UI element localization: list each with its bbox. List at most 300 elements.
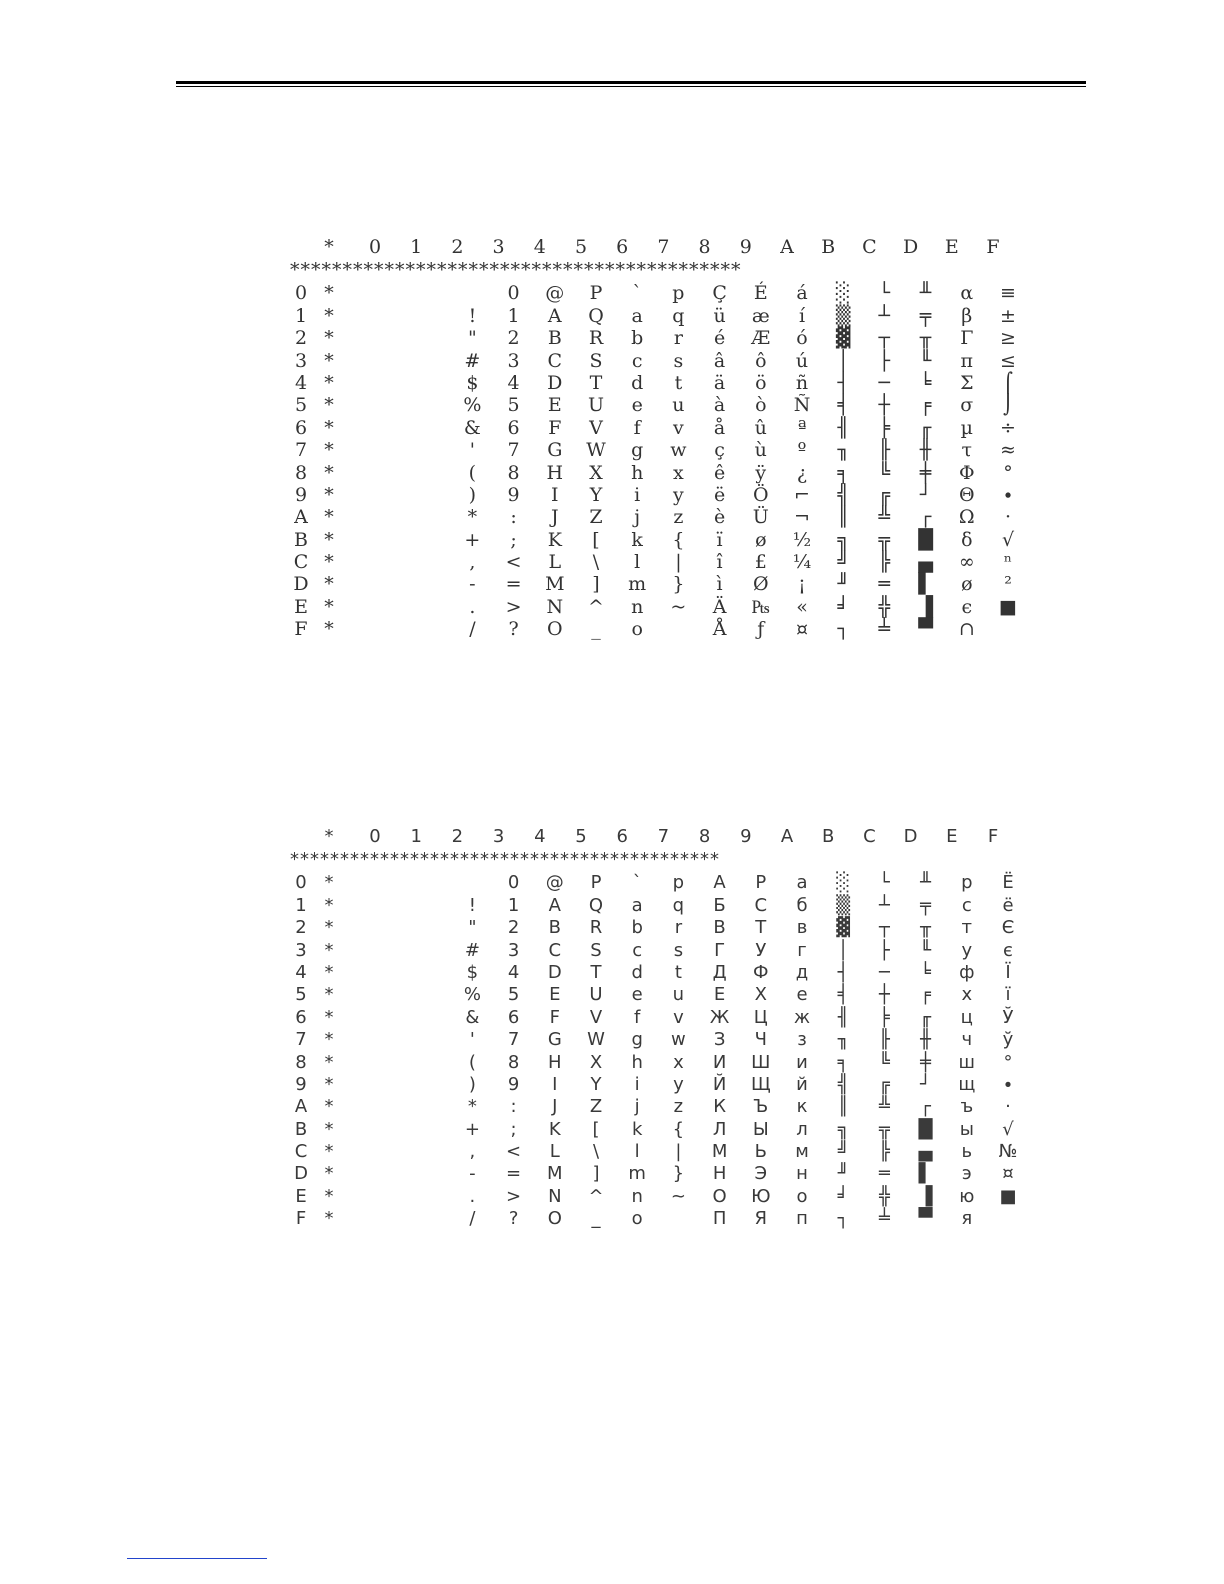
glyph-cell: à bbox=[713, 394, 726, 417]
glyph-cell: Э bbox=[754, 1163, 768, 1185]
glyph-cell: е bbox=[796, 984, 808, 1006]
glyph-cell: М bbox=[711, 1141, 728, 1163]
glyph-cell: √ bbox=[1002, 1118, 1014, 1140]
glyph-cell: ╜ bbox=[837, 1163, 849, 1185]
glyph-cell: Т bbox=[755, 917, 767, 939]
glyph-cell: ¿ bbox=[796, 461, 808, 484]
glyph-cell: т bbox=[961, 917, 973, 939]
row-star: * bbox=[324, 1185, 334, 1207]
glyph-cell: W bbox=[586, 439, 606, 462]
glyph-cell: 3 bbox=[507, 349, 520, 372]
glyph-cell: ⌠ bbox=[1003, 371, 1013, 394]
glyph-cell: y bbox=[673, 483, 684, 506]
glyph-cell: Ü bbox=[752, 506, 769, 529]
glyph-cell: { bbox=[672, 1118, 685, 1140]
row-label: F bbox=[294, 618, 308, 641]
glyph-cell: - bbox=[469, 573, 476, 596]
glyph-cell: ¤ bbox=[1002, 1163, 1014, 1185]
row-star: * bbox=[324, 327, 334, 350]
glyph-cell: Z bbox=[589, 506, 603, 529]
glyph-cell: ° bbox=[1003, 461, 1013, 484]
glyph-cell: A bbox=[548, 894, 561, 916]
glyph-cell: Y bbox=[589, 483, 603, 506]
column-header-7: 7 bbox=[657, 236, 670, 258]
glyph-cell: ░ bbox=[835, 282, 851, 305]
glyph-cell: ж bbox=[793, 1006, 811, 1028]
glyph-cell: T bbox=[589, 371, 603, 394]
table-row bbox=[290, 327, 1016, 350]
row-label: 0 bbox=[295, 872, 307, 894]
row-label: 4 bbox=[295, 961, 307, 983]
glyph-cell: é bbox=[713, 327, 726, 350]
glyph-cell: ╦ bbox=[878, 528, 891, 551]
glyph-cell: Q bbox=[588, 894, 604, 916]
glyph-cell: ^ bbox=[588, 1185, 604, 1207]
column-header-6: 6 bbox=[616, 236, 629, 258]
glyph-cell: â bbox=[713, 349, 726, 372]
column-header-6: 6 bbox=[616, 826, 628, 847]
glyph-cell: а bbox=[796, 872, 808, 894]
column-header-B: B bbox=[821, 236, 836, 258]
row-label: 2 bbox=[295, 917, 307, 939]
glyph-cell: ╛ bbox=[837, 1185, 849, 1207]
glyph-cell: ª bbox=[797, 416, 807, 439]
glyph-cell: } bbox=[672, 573, 685, 596]
glyph-cell: ╡ bbox=[837, 984, 849, 1006]
row-label: 6 bbox=[295, 1006, 307, 1028]
glyph-cell: ≡ bbox=[1000, 282, 1016, 305]
glyph-cell: r bbox=[673, 327, 683, 350]
glyph-cell: # bbox=[464, 939, 480, 961]
glyph-cell: Г bbox=[714, 939, 726, 961]
glyph-cell: = bbox=[506, 1163, 522, 1185]
table-row bbox=[290, 551, 1013, 574]
glyph-cell: o bbox=[631, 1208, 643, 1230]
table-row bbox=[290, 528, 1015, 551]
row-label: 5 bbox=[295, 984, 307, 1006]
glyph-cell: 4 bbox=[507, 961, 520, 983]
glyph-cell: є bbox=[961, 595, 973, 618]
glyph-cell: ` bbox=[632, 282, 642, 305]
glyph-cell: ~ bbox=[670, 1185, 686, 1207]
column-header-5: 5 bbox=[574, 236, 588, 258]
glyph-cell: σ bbox=[960, 394, 974, 417]
glyph-cell: @ bbox=[545, 282, 565, 305]
glyph-cell: ' bbox=[469, 1029, 475, 1051]
glyph-cell: ╖ bbox=[837, 439, 849, 462]
glyph-cell: ⌡ bbox=[1003, 394, 1013, 417]
row-star: * bbox=[324, 618, 334, 641]
glyph-cell: 9 bbox=[507, 483, 520, 506]
glyph-cell: ê bbox=[713, 461, 726, 484]
glyph-cell: ` bbox=[632, 872, 642, 894]
glyph-cell: ) bbox=[468, 483, 477, 506]
glyph-cell: ! bbox=[468, 894, 476, 916]
glyph-cell: ┘ bbox=[919, 483, 932, 506]
glyph-cell: ╜ bbox=[837, 573, 849, 596]
glyph-cell: d bbox=[631, 961, 643, 983]
glyph-cell: Ё bbox=[1002, 872, 1014, 894]
glyph-cell: ç bbox=[714, 439, 725, 462]
glyph-cell: µ bbox=[960, 416, 973, 439]
glyph-cell: С bbox=[754, 894, 768, 916]
column-header-0: 0 bbox=[368, 236, 382, 258]
glyph-cell: ▐ bbox=[918, 595, 933, 618]
glyph-cell: Д bbox=[712, 961, 727, 983]
table-row bbox=[290, 1006, 1014, 1029]
glyph-cell: k bbox=[631, 528, 643, 551]
glyph-cell: d bbox=[631, 371, 644, 394]
glyph-cell: В bbox=[713, 917, 726, 939]
glyph-cell: R bbox=[588, 327, 604, 350]
table-row bbox=[290, 917, 1015, 939]
glyph-cell: ▌ bbox=[918, 573, 933, 596]
row-star: * bbox=[324, 984, 334, 1006]
glyph-cell: ▀ bbox=[918, 1208, 933, 1230]
glyph-cell: 0 bbox=[507, 282, 520, 305]
glyph-cell: ╟ bbox=[878, 439, 891, 462]
table-row bbox=[290, 1185, 1017, 1208]
glyph-cell: Ö bbox=[753, 483, 769, 506]
glyph-cell: ╣ bbox=[837, 1073, 849, 1095]
character-table-pc437 bbox=[290, 236, 1017, 641]
glyph-cell: x bbox=[673, 1051, 684, 1073]
glyph-cell: ; bbox=[510, 528, 517, 551]
glyph-cell: д bbox=[795, 961, 809, 983]
column-header-7: 7 bbox=[657, 826, 670, 847]
glyph-cell: I bbox=[551, 483, 559, 506]
glyph-cell: ( bbox=[468, 1051, 476, 1073]
table-row bbox=[290, 1118, 1014, 1141]
glyph-cell: Z bbox=[589, 1096, 603, 1118]
glyph-cell: / bbox=[469, 618, 476, 641]
glyph-cell: c bbox=[632, 939, 643, 961]
glyph-cell: ╙ bbox=[919, 349, 932, 372]
glyph-cell: К bbox=[713, 1096, 726, 1118]
glyph-cell: ï bbox=[716, 528, 723, 551]
row-label: A bbox=[294, 506, 308, 529]
row-star: * bbox=[324, 551, 334, 574]
row-label: C bbox=[293, 551, 309, 574]
glyph-cell: C bbox=[547, 349, 563, 372]
glyph-cell: ? bbox=[508, 618, 519, 641]
row-star: * bbox=[324, 1118, 334, 1140]
column-header-D: D bbox=[903, 826, 918, 847]
glyph-cell: П bbox=[712, 1208, 727, 1230]
glyph-cell: │ bbox=[837, 939, 849, 961]
glyph-cell: Ф bbox=[753, 961, 769, 983]
glyph-cell: } bbox=[672, 1163, 685, 1185]
glyph-cell: 1 bbox=[507, 304, 520, 327]
glyph-cell: F bbox=[549, 1006, 560, 1028]
glyph-cell: ╕ bbox=[837, 1051, 849, 1073]
glyph-cell: z bbox=[673, 1096, 684, 1118]
row-star: * bbox=[324, 304, 334, 327]
glyph-cell: ∙ bbox=[1003, 483, 1013, 506]
top-rule-thick bbox=[176, 81, 1086, 84]
glyph-cell: ї bbox=[1005, 984, 1011, 1006]
glyph-cell: p bbox=[672, 872, 685, 894]
glyph-cell: j bbox=[634, 506, 641, 529]
glyph-cell: ╖ bbox=[837, 1029, 849, 1051]
column-header-3: 3 bbox=[492, 236, 505, 258]
glyph-cell: └ bbox=[878, 872, 890, 894]
glyph-cell: ┌ bbox=[920, 1096, 932, 1118]
glyph-cell: β bbox=[961, 304, 973, 327]
glyph-cell: ┬ bbox=[878, 327, 891, 350]
glyph-cell: « bbox=[796, 595, 808, 618]
glyph-cell: Ä bbox=[712, 595, 727, 618]
row-label: 7 bbox=[295, 1029, 307, 1051]
character-table-cyrillic bbox=[290, 826, 1018, 1231]
glyph-cell: | bbox=[675, 1141, 682, 1163]
glyph-cell: 4 bbox=[507, 371, 520, 394]
glyph-cell: α bbox=[960, 282, 974, 305]
glyph-cell: ┴ bbox=[878, 894, 890, 916]
glyph-cell: _ bbox=[591, 618, 601, 641]
glyph-cell: ₧ bbox=[751, 595, 770, 618]
glyph-cell: B bbox=[548, 917, 561, 939]
glyph-cell: ╤ bbox=[919, 304, 932, 327]
glyph-cell: ╧ bbox=[878, 618, 891, 641]
glyph-cell: ' bbox=[469, 439, 475, 462]
glyph-cell: ╫ bbox=[920, 1029, 932, 1051]
glyph-cell: ╪ bbox=[920, 1051, 932, 1073]
row-star: * bbox=[324, 1208, 334, 1230]
glyph-cell: ¬ bbox=[794, 506, 810, 529]
glyph-cell: є bbox=[1003, 939, 1013, 961]
glyph-cell: Ї bbox=[1005, 961, 1011, 983]
glyph-cell: ) bbox=[468, 1073, 476, 1095]
glyph-cell: ╫ bbox=[919, 439, 932, 462]
row-star: * bbox=[324, 1006, 334, 1028]
glyph-cell: n bbox=[631, 595, 644, 618]
glyph-cell: Ч bbox=[754, 1029, 767, 1051]
table-row bbox=[290, 1073, 1014, 1096]
glyph-cell: ╦ bbox=[878, 1118, 890, 1140]
glyph-cell: c bbox=[631, 349, 643, 372]
glyph-cell: i bbox=[634, 1073, 640, 1095]
row-star: * bbox=[324, 416, 334, 439]
row-star: * bbox=[324, 917, 334, 939]
glyph-cell: $ bbox=[466, 961, 479, 983]
row-label: B bbox=[294, 1118, 308, 1140]
glyph-cell: ∩ bbox=[958, 618, 975, 641]
glyph-cell: { bbox=[672, 528, 685, 551]
table-row bbox=[290, 573, 1010, 595]
glyph-cell: δ bbox=[961, 528, 973, 551]
glyph-cell: ╥ bbox=[920, 917, 932, 939]
glyph-cell: ╓ bbox=[920, 1006, 932, 1028]
glyph-cell: j bbox=[634, 1096, 640, 1118]
glyph-cell: ╔ bbox=[878, 1073, 890, 1095]
glyph-cell: º bbox=[797, 439, 807, 462]
table-row bbox=[290, 282, 1016, 305]
glyph-cell: ╒ bbox=[919, 394, 932, 417]
glyph-cell: = bbox=[505, 573, 522, 596]
glyph-cell: ы bbox=[959, 1118, 974, 1140]
glyph-cell: τ bbox=[961, 439, 973, 462]
glyph-cell: ▒ bbox=[836, 894, 851, 916]
glyph-cell: q bbox=[672, 894, 685, 916]
glyph-cell: ¤ bbox=[795, 618, 809, 641]
glyph-cell: № bbox=[998, 1141, 1018, 1163]
glyph-cell: ö bbox=[755, 371, 767, 394]
glyph-cell: й bbox=[796, 1073, 808, 1095]
glyph-cell: " bbox=[468, 917, 477, 939]
glyph-cell: Y bbox=[590, 1073, 602, 1095]
footer-link-rule bbox=[127, 1558, 267, 1559]
glyph-cell: ▄ bbox=[918, 551, 933, 574]
row-label: 7 bbox=[294, 439, 308, 462]
star-separator: ******************************************* bbox=[290, 259, 742, 282]
column-header-1: 1 bbox=[410, 236, 423, 258]
column-header-F: F bbox=[986, 236, 1000, 258]
glyph-cell: ò bbox=[755, 394, 767, 417]
glyph-cell: ⁿ bbox=[1003, 551, 1013, 574]
glyph-cell: O bbox=[547, 1208, 562, 1230]
glyph-cell: Ш bbox=[751, 1051, 771, 1073]
glyph-cell: ─ bbox=[878, 371, 891, 394]
row-label: C bbox=[294, 1141, 308, 1163]
glyph-cell: ▀ bbox=[918, 618, 933, 641]
glyph-cell: r bbox=[674, 917, 683, 939]
glyph-cell: $ bbox=[466, 371, 479, 394]
glyph-cell: ú bbox=[795, 349, 809, 372]
glyph-cell: ┤ bbox=[837, 961, 849, 983]
glyph-cell: ì bbox=[716, 573, 723, 596]
glyph-cell: H bbox=[548, 1051, 562, 1073]
glyph-cell: : bbox=[510, 1096, 517, 1118]
glyph-cell: Х bbox=[754, 984, 767, 1006]
glyph-cell: б bbox=[796, 894, 808, 916]
glyph-cell: O bbox=[547, 618, 563, 641]
column-header-D: D bbox=[902, 236, 919, 258]
glyph-cell: i bbox=[634, 483, 641, 506]
glyph-cell: ▒ bbox=[835, 304, 851, 327]
column-header-E: E bbox=[946, 826, 958, 847]
glyph-cell: P bbox=[589, 282, 603, 305]
glyph-cell: █ bbox=[918, 528, 933, 551]
glyph-cell: ë bbox=[713, 483, 726, 506]
glyph-cell: ╕ bbox=[837, 461, 849, 484]
glyph-cell: ╞ bbox=[878, 1006, 890, 1028]
row-label: 8 bbox=[295, 1051, 307, 1073]
table-row bbox=[290, 984, 1010, 1006]
glyph-cell: ÷ bbox=[1000, 416, 1016, 439]
glyph-cell: : bbox=[510, 506, 517, 529]
table-row bbox=[290, 1096, 1010, 1118]
row-star: * bbox=[324, 371, 334, 394]
glyph-cell: 8 bbox=[507, 461, 520, 484]
glyph-cell: ó bbox=[796, 327, 808, 350]
table-row bbox=[290, 439, 1016, 462]
glyph-cell: _ bbox=[591, 1208, 601, 1230]
glyph-cell: Q bbox=[588, 304, 604, 327]
glyph-cell: Ъ bbox=[753, 1096, 769, 1118]
glyph-cell: X bbox=[589, 1051, 603, 1073]
glyph-cell: ф bbox=[959, 961, 975, 983]
column-header-C: C bbox=[863, 826, 876, 847]
glyph-cell: w bbox=[671, 1029, 686, 1051]
glyph-cell: Л bbox=[712, 1118, 727, 1140]
column-header-8: 8 bbox=[698, 826, 711, 847]
glyph-cell: û bbox=[754, 416, 767, 439]
glyph-cell: ╘ bbox=[920, 961, 932, 983]
glyph-cell: ▌ bbox=[918, 1163, 933, 1185]
glyph-cell: ╝ bbox=[837, 1141, 849, 1163]
glyph-cell: 2 bbox=[507, 327, 520, 350]
glyph-cell: * bbox=[467, 1096, 477, 1118]
glyph-cell: > bbox=[506, 1185, 522, 1207]
glyph-cell: | bbox=[675, 551, 682, 574]
glyph-cell: ╗ bbox=[837, 528, 849, 551]
glyph-cell: э bbox=[961, 1163, 972, 1185]
glyph-cell: G bbox=[547, 439, 563, 462]
glyph-cell: [ bbox=[592, 528, 600, 551]
column-header-9: 9 bbox=[740, 826, 752, 847]
table-row bbox=[290, 1029, 1014, 1051]
glyph-cell: ƒ bbox=[757, 618, 765, 641]
column-header-A: A bbox=[780, 826, 794, 847]
glyph-cell: ? bbox=[508, 1208, 519, 1230]
glyph-cell: G bbox=[547, 1029, 562, 1051]
glyph-cell: u bbox=[672, 394, 685, 417]
row-label: 1 bbox=[295, 894, 307, 916]
glyph-cell: - bbox=[469, 1163, 476, 1185]
glyph-cell: м bbox=[795, 1141, 809, 1163]
glyph-cell: í bbox=[798, 304, 806, 327]
glyph-cell: ├ bbox=[878, 349, 891, 372]
glyph-cell: ° bbox=[1003, 1051, 1013, 1073]
row-star: * bbox=[324, 939, 334, 961]
glyph-cell: 7 bbox=[507, 439, 520, 462]
glyph-cell: m bbox=[628, 573, 647, 596]
row-star: * bbox=[324, 1163, 334, 1185]
glyph-cell: ъ bbox=[960, 1096, 974, 1118]
glyph-cell: У bbox=[755, 939, 767, 961]
glyph-cell: Ы bbox=[752, 1118, 769, 1140]
glyph-cell: + bbox=[464, 1118, 480, 1140]
row-label: 3 bbox=[294, 349, 308, 372]
table-row bbox=[290, 962, 1010, 984]
glyph-cell: , bbox=[469, 1141, 476, 1163]
glyph-cell: ░ bbox=[836, 872, 851, 894]
glyph-cell: 7 bbox=[507, 1029, 520, 1051]
row-star: * bbox=[324, 349, 334, 372]
glyph-cell: A bbox=[547, 304, 562, 327]
row-label: 0 bbox=[294, 282, 308, 305]
table-row bbox=[290, 506, 1010, 528]
glyph-cell: ║ bbox=[837, 1096, 849, 1118]
glyph-cell: ; bbox=[510, 1118, 517, 1140]
glyph-cell: ^ bbox=[588, 595, 604, 618]
glyph-cell: Ç bbox=[712, 282, 727, 305]
column-header-1: 1 bbox=[410, 826, 422, 847]
glyph-cell: F bbox=[548, 416, 562, 439]
glyph-cell: Й bbox=[712, 1073, 727, 1095]
glyph-cell: è bbox=[713, 506, 726, 529]
header-star: * bbox=[324, 826, 334, 847]
glyph-cell: ║ bbox=[837, 506, 849, 529]
glyph-cell: ▐ bbox=[918, 1185, 933, 1207]
row-label: A bbox=[294, 1096, 308, 1118]
row-star: * bbox=[324, 483, 334, 506]
row-label: D bbox=[293, 573, 309, 596]
glyph-cell: ├ bbox=[878, 939, 890, 961]
glyph-cell: ≤ bbox=[1000, 349, 1016, 372]
glyph-cell: e bbox=[631, 984, 643, 1006]
